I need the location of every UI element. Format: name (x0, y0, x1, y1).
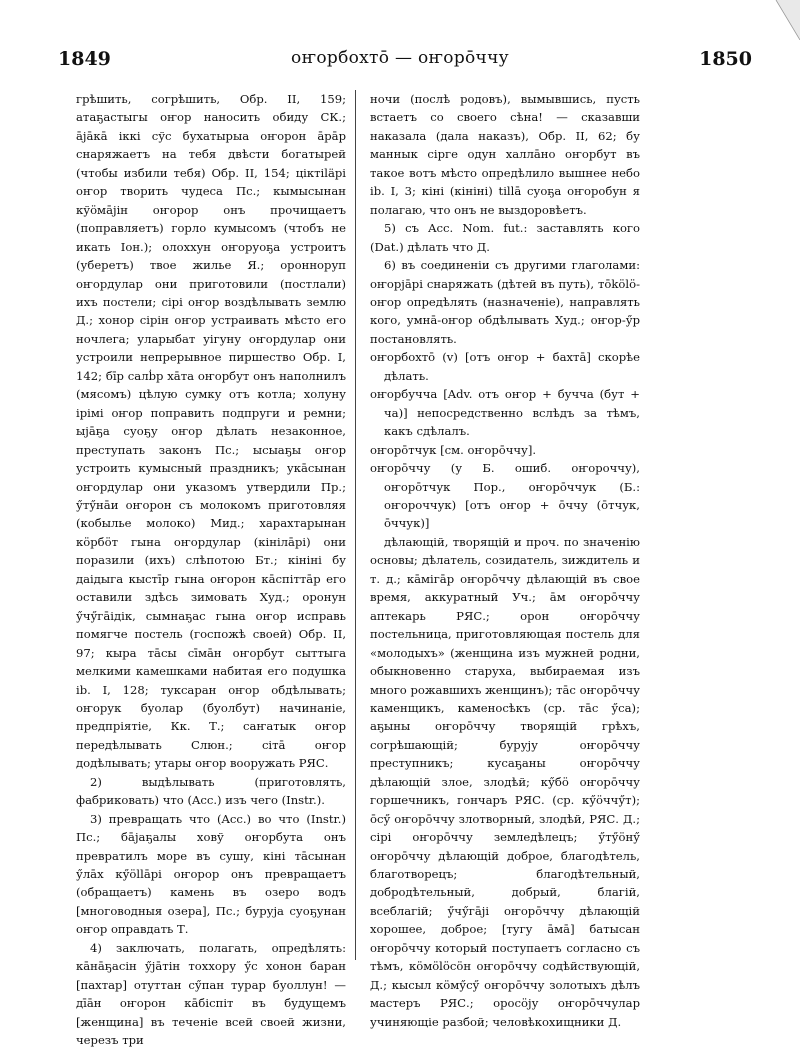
entry-paragraph: ночи (послѣ родовъ), вымывшись, пусть встаетъ со своего сѣна! — сказавши наказала (дала наказъ), Обр. II, 62; бу маннык сірге одун халлāно оҥорбут въ такое вотъ мѣсто опредѣлило вышнее небо ib. I, 3; кіні (кініні) tіllā суоҕа оҥоробун я полагаю, что онъ не выздоровѣетъ. (370, 92, 640, 217)
entry-paragraph: грѣшить, согрѣшить, Обр. II, 159; атаҕастыгы оҥор наносить обиду СК.; āјāкā іккі сўс бухатырыа оҥорон āрāр снаряжаетъ на тебя двѣсти богатырей (чтобы избили тебя) Обр. II, 154; ціктіläрі оҥор творить чудеса Пс.; кымысынан кўӧмāјін оҥорор онъ прочищаетъ (поправляетъ) горло кумысомъ (чтобъ не икать Іон.); олохxyн оҥоруоҕа устроитъ (уберетъ) твое жилье Я.; оронноруп оҥордулар они приготовили (постлали) ихъ постели; сірі оҥор воздѣлывать землю Д.; хонор сірін оҥор устраивать мѣсто его ночлега; уларыбат уігуну оҥордулар они устроили непрерывное пиршество Обр. I, 142; бīр салḃр хāта оҥорбут онъ наполнилъ (мясомъ) цѣлую сумку отъ котла; холуну ірімі оҥор поправить подпруги и ремни; ыјāҕа суоҕу оҥор дѣлать незаконное, преступать законъ Пс.; ысыаҕы оҥор устроить кумысный праздникъ; укāсынан оҥордулар они указомъ утвердили Пр.; ӳтӳнāи оҥорон съ молокомъ приготовляя (кобылье молоко) Мид.; харахтарынан кӧрбӧт гына оҥордулар (кінілāрі) они поразили (ихъ) слѣпотою Бт.; кініні бу даідыга кыстīр гына оҥорон кāспіттāр его оставили здѣсь зимовать Худ.; оронун ӳчӳгāідік, сымнаҕас гына оҥор исправь помягче постель (госпожѣ своей) Обр. II, 97; кыра тāсы сīмāн оҥорбут сыттыга мелкими камешками набитая его подушка ib. I, 128; туксаран оҥор обдѣлывать; оҥорук буолар (буолбут) начинаніе, предпріятіе, Кк. Т.; саҥатык оҥор передѣлывать Слюн.; сітā оҥор додѣлывать; утары оҥор вооружать РЯС. (76, 92, 346, 771)
running-title: оҥорбохтō — оҥорōччу (291, 48, 509, 68)
right-column (370, 90, 640, 1031)
page-corner-edge (770, 0, 800, 40)
headword-entry: оҥорōтчук [см. оҥорōччу]. (370, 442, 537, 457)
headword-entry: оҥорбучча [Adv. отъ оҥор + бучча (бут + ча)] непосредственно вслѣдъ за тѣмъ, какъ сдѣлалъ. (370, 387, 640, 439)
sense-6: 6) въ соединеніи съ другими глаголами: оҥорјāрі снаряжать (дѣтей въ путь), тōkӧlӧ-оҥор опредѣлять (назначеніе), направлять кого, умнā-оҥор обдѣлывать Худ.; оҥор-ӳр постановлять. (370, 258, 640, 346)
sense-3: 3) превращать что (Acc.) во что (Instr.) Пс.; бāјаҕалы ховў оҥорбута онъ превратилъ море въ сушу, кіні тāсынан ӳлāх кӳӧllāрі оҥорор онъ превращаетъ (обращаетъ) камень въ озеро водъ [многоводныя озера], Пс.; буруја суоҕунан оҥор оправдать Т. (76, 811, 346, 937)
left-column (76, 90, 346, 1050)
headword-entry: оҥорōччу (у Б. ошиб. оҥороччу), оҥорōтчук Пор., оҥорōччук (Б.: оҥороччук) [отъ оҥор + ōччу (ōтчук, ōччук)] (370, 461, 640, 531)
sense-5: 5) съ Acc. Nom. fut.: заставлять кого (Dat.) дѣлать что Д. (370, 221, 640, 254)
sense-4: 4) заключать, полагать, опредѣлять: кāнāҕасін ӳјāтін тоххору ӳс хонон баран [пахтар] отуттан сӳпан турар буоллун! — дīāн оҥорон кāбіспіт въ будущемъ [женщина] въ теченіе всей своей жизни, черезъ три (76, 940, 346, 1048)
page-number-left: 1849 (58, 48, 111, 70)
column-divider (355, 90, 356, 960)
sense-2: 2) выдѣлывать (приготовлять, фабриковать) что (Acc.) изъ чего (Instr.). (76, 774, 346, 808)
page-number-right: 1850 (699, 48, 752, 70)
headword-entry: оҥорбохтō (v) [отъ оҥор + бахтā] скорѣе дѣлать. (370, 350, 640, 383)
definition-paragraph: дѣлающій, творящій и проч. по значенію основы; дѣлатель, созидатель, зиждитель и т. д.; кāмігāр оҥорōччу дѣлающій въ свое время, аккуратный Уч.; āм оҥорōччу аптекарь РЯС.; орон оҥорōччу постельница, приготовляющая постель для «молодыхъ» (женщина изъ мужней родни, обыкновенно старуха, выбираемая изъ много рожавшихъ женщинъ); тāс оҥорōччу каменщикъ, каменосѣкъ (ср. тāс ӳса); аҕыны оҥорōччу творящій грѣхъ, согрѣшающій; бурују оҥорōччу преступникъ; кусаҕаны оҥорōччу дѣлающій злое, злодѣй; кӳбӧ оҥорōччу горшечникъ, гончаръ РЯС. (ср. кӳӧччӳт); ōсӳ оҥорōччу злотворный, злодѣй, РЯС. Д.; сірі оҥорōччу земледѣлецъ; ӳтӳӧнӳ оҥорōччу дѣлающій доброе, благодѣтель, благотворецъ; благодѣтельный, добродѣтельный, добрый, благій, всеблагій; ӳчӳгāјі оҥорōччу дѣлающій хорошее, доброе; [тугу āмā] батысан оҥорōччу который поступаетъ согласно съ тѣмъ, кӧмӧlӧсӧн оҥорōччу содѣйствующій, Д.; кысыл кӧмӳсӳ оҥорōччу золотыхъ дѣлъ мастеръ РЯС.; оросӧју оҥорōччулар учиняющіе разбой; человѣкохищники Д. (370, 534, 640, 1029)
